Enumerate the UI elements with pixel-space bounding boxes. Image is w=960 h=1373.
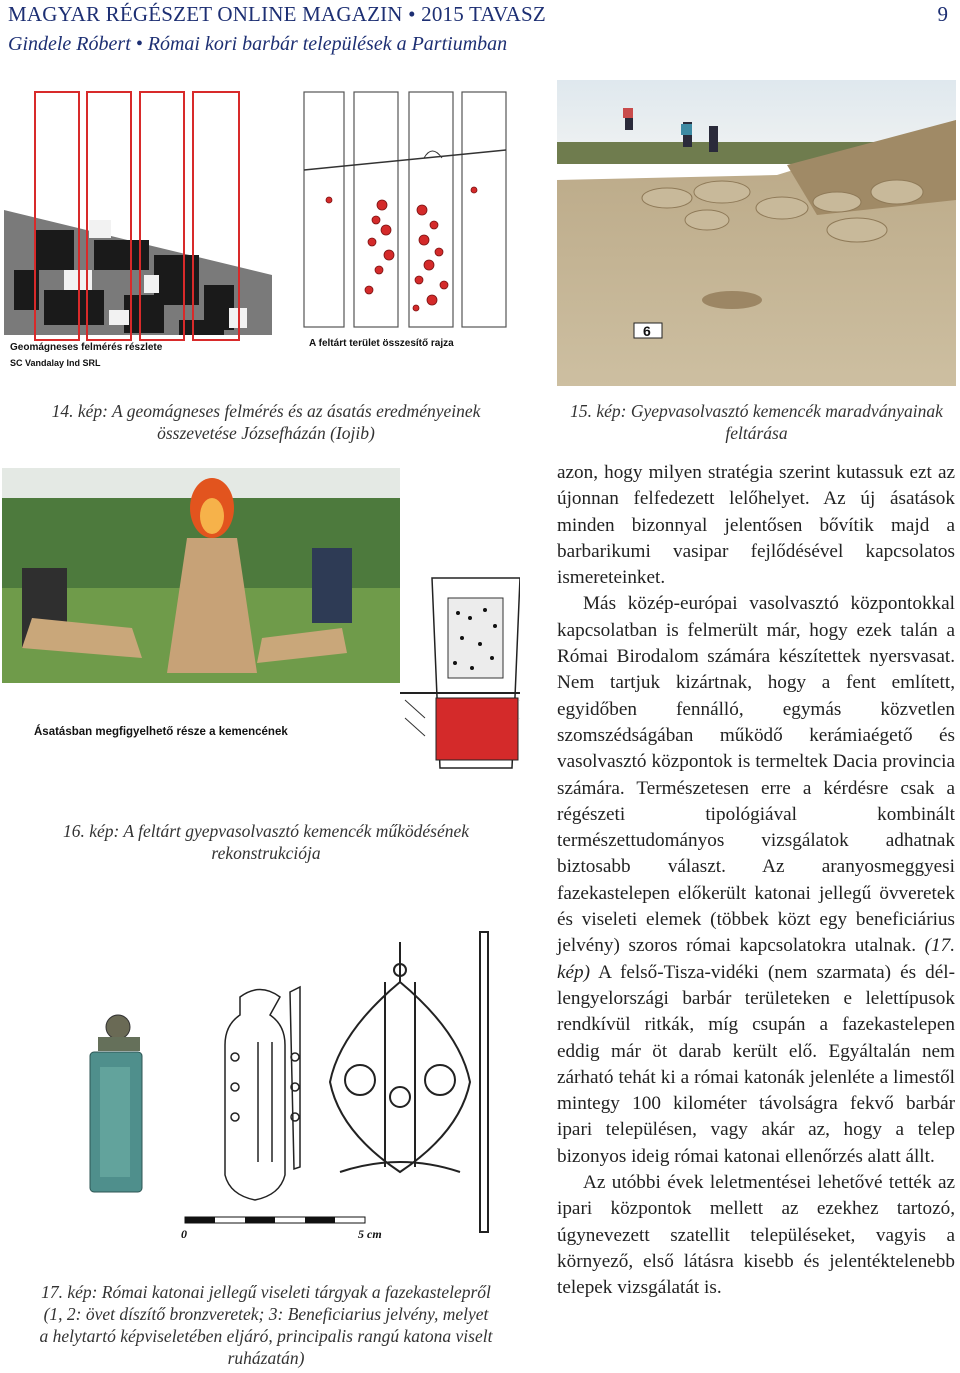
figure-17-reference[interactable]: (17. kép) [557, 935, 956, 983]
figure-14-label-company: SC Vandalay Ind SRL [10, 358, 101, 368]
figure-15-photo [557, 80, 956, 386]
figure-14-label-geomag: Geomágneses felmérés részlete [10, 342, 163, 353]
scale-end: 5 cm [358, 1227, 382, 1241]
figure-15-caption: 15. kép: Gyepvasolvasztó kemencék maradványainak feltárása [570, 401, 943, 443]
figure-15 [557, 80, 956, 386]
belt-mount-drawing [225, 987, 300, 1200]
figure-16-caption: 16. kép: A feltárt gyepvasolvasztó kemencék működésének rekonstrukciója [62, 821, 470, 863]
bronze-fitting-photo [90, 1015, 142, 1192]
figure-15-marker: 6 [643, 323, 651, 339]
figure-16-photo-label: Ásatásban megfigyelhető része a kemencének [34, 726, 288, 738]
beneficiarius-badge-drawing [330, 932, 488, 1232]
figure-17-caption: 17. kép: Római katonai jellegű viseleti tárgyak a fazekastelepről (1, 2: övet díszítő bronzveretek; 3: Beneficiarius jelvény, melyet a helytartó képviseletében eljáró, principalis rangú katona viselt ruházatán) [39, 1282, 493, 1368]
paragraph-2: Más közép-európai vasolvasztó központokkal kapcsolatban is felmerült már, hogy ezek talán a Római Birodalom számára készítettek nyersvasat. Nem tartjuk kizártnak, hogy a fent említett, egyidőben fennálló, egymás közvetlen szomszédságában működő kerámiaégető és vasolvasztó központok is termeltek Dacia provincia számára. Természetesen erre a kérdésre csak a régészeti tipológiával kombinált természettudományos vizsgálatok adhatnak biztosabb választ. Az aranyosmeggyesi fazekastelepen előkerült katonai jellegű övveretek és viseleti elemek (többek közt egy beneficiárius jelvény) szoros római kapcsolatokra utalnak. (17. kép) A felső-Tisza-vidéki (nem szarmata) és dél-lengyelországi barbár területeken e lelettípusok rendkívül ritkák, míg csupán a fazekastelepen eddig már öt darab került elő. Egyáltalán nem zárható tehát ki a római katonák jelenléte a limestől mintegy 100 kilométer távolságra fekvő barbár ipari településen, vagy akár az, hogy a telep bizonyos ideig római katonai ellenőrzés alatt állt. [557, 593, 956, 1167]
article-author-title: Gindele Róbert • Római kori barbár települések a Partiumban [8, 33, 508, 55]
figure-14-caption: 14. kép: A geomágneses felmérés és az ásatás eredményeinek összevetése Józsefházán (Iojib) [51, 401, 481, 443]
paragraph-3: Az utóbbi évek leletmentései lehetővé tették az ipari központok mellett az ezekhez tartozó, úgynevezett szatellit településeket, vagyis a környező, első látásra kisebb és jelentéktelenebb telepek vizsgálatát is. [557, 1172, 955, 1299]
figure-16 [2, 468, 520, 786]
figure-16-image [2, 468, 520, 786]
magazine-title: MAGYAR RÉGÉSZET ONLINE MAGAZIN • 2015 TAVASZ [8, 2, 546, 26]
scale-start: 0 [181, 1227, 187, 1241]
page-number: 9 [937, 2, 948, 26]
figure-14 [4, 80, 520, 386]
figure-17-image [40, 922, 520, 1244]
figure-17 [40, 922, 520, 1244]
paragraph-1: azon, hogy milyen stratégia szerint kutassuk ezt az újonnan felfedezett lelőhelyet. Az új ásatások minden bizonnyal jelentősen bővítik majd a barbarikumi vasipar fejlődésével kapcsolatos ismereteinket. [557, 462, 955, 589]
body-text [557, 460, 955, 1302]
scale-bar [181, 1217, 382, 1241]
figure-14-image [4, 80, 520, 386]
figure-14-label-plan: A feltárt terület összesítő rajza [309, 338, 454, 349]
